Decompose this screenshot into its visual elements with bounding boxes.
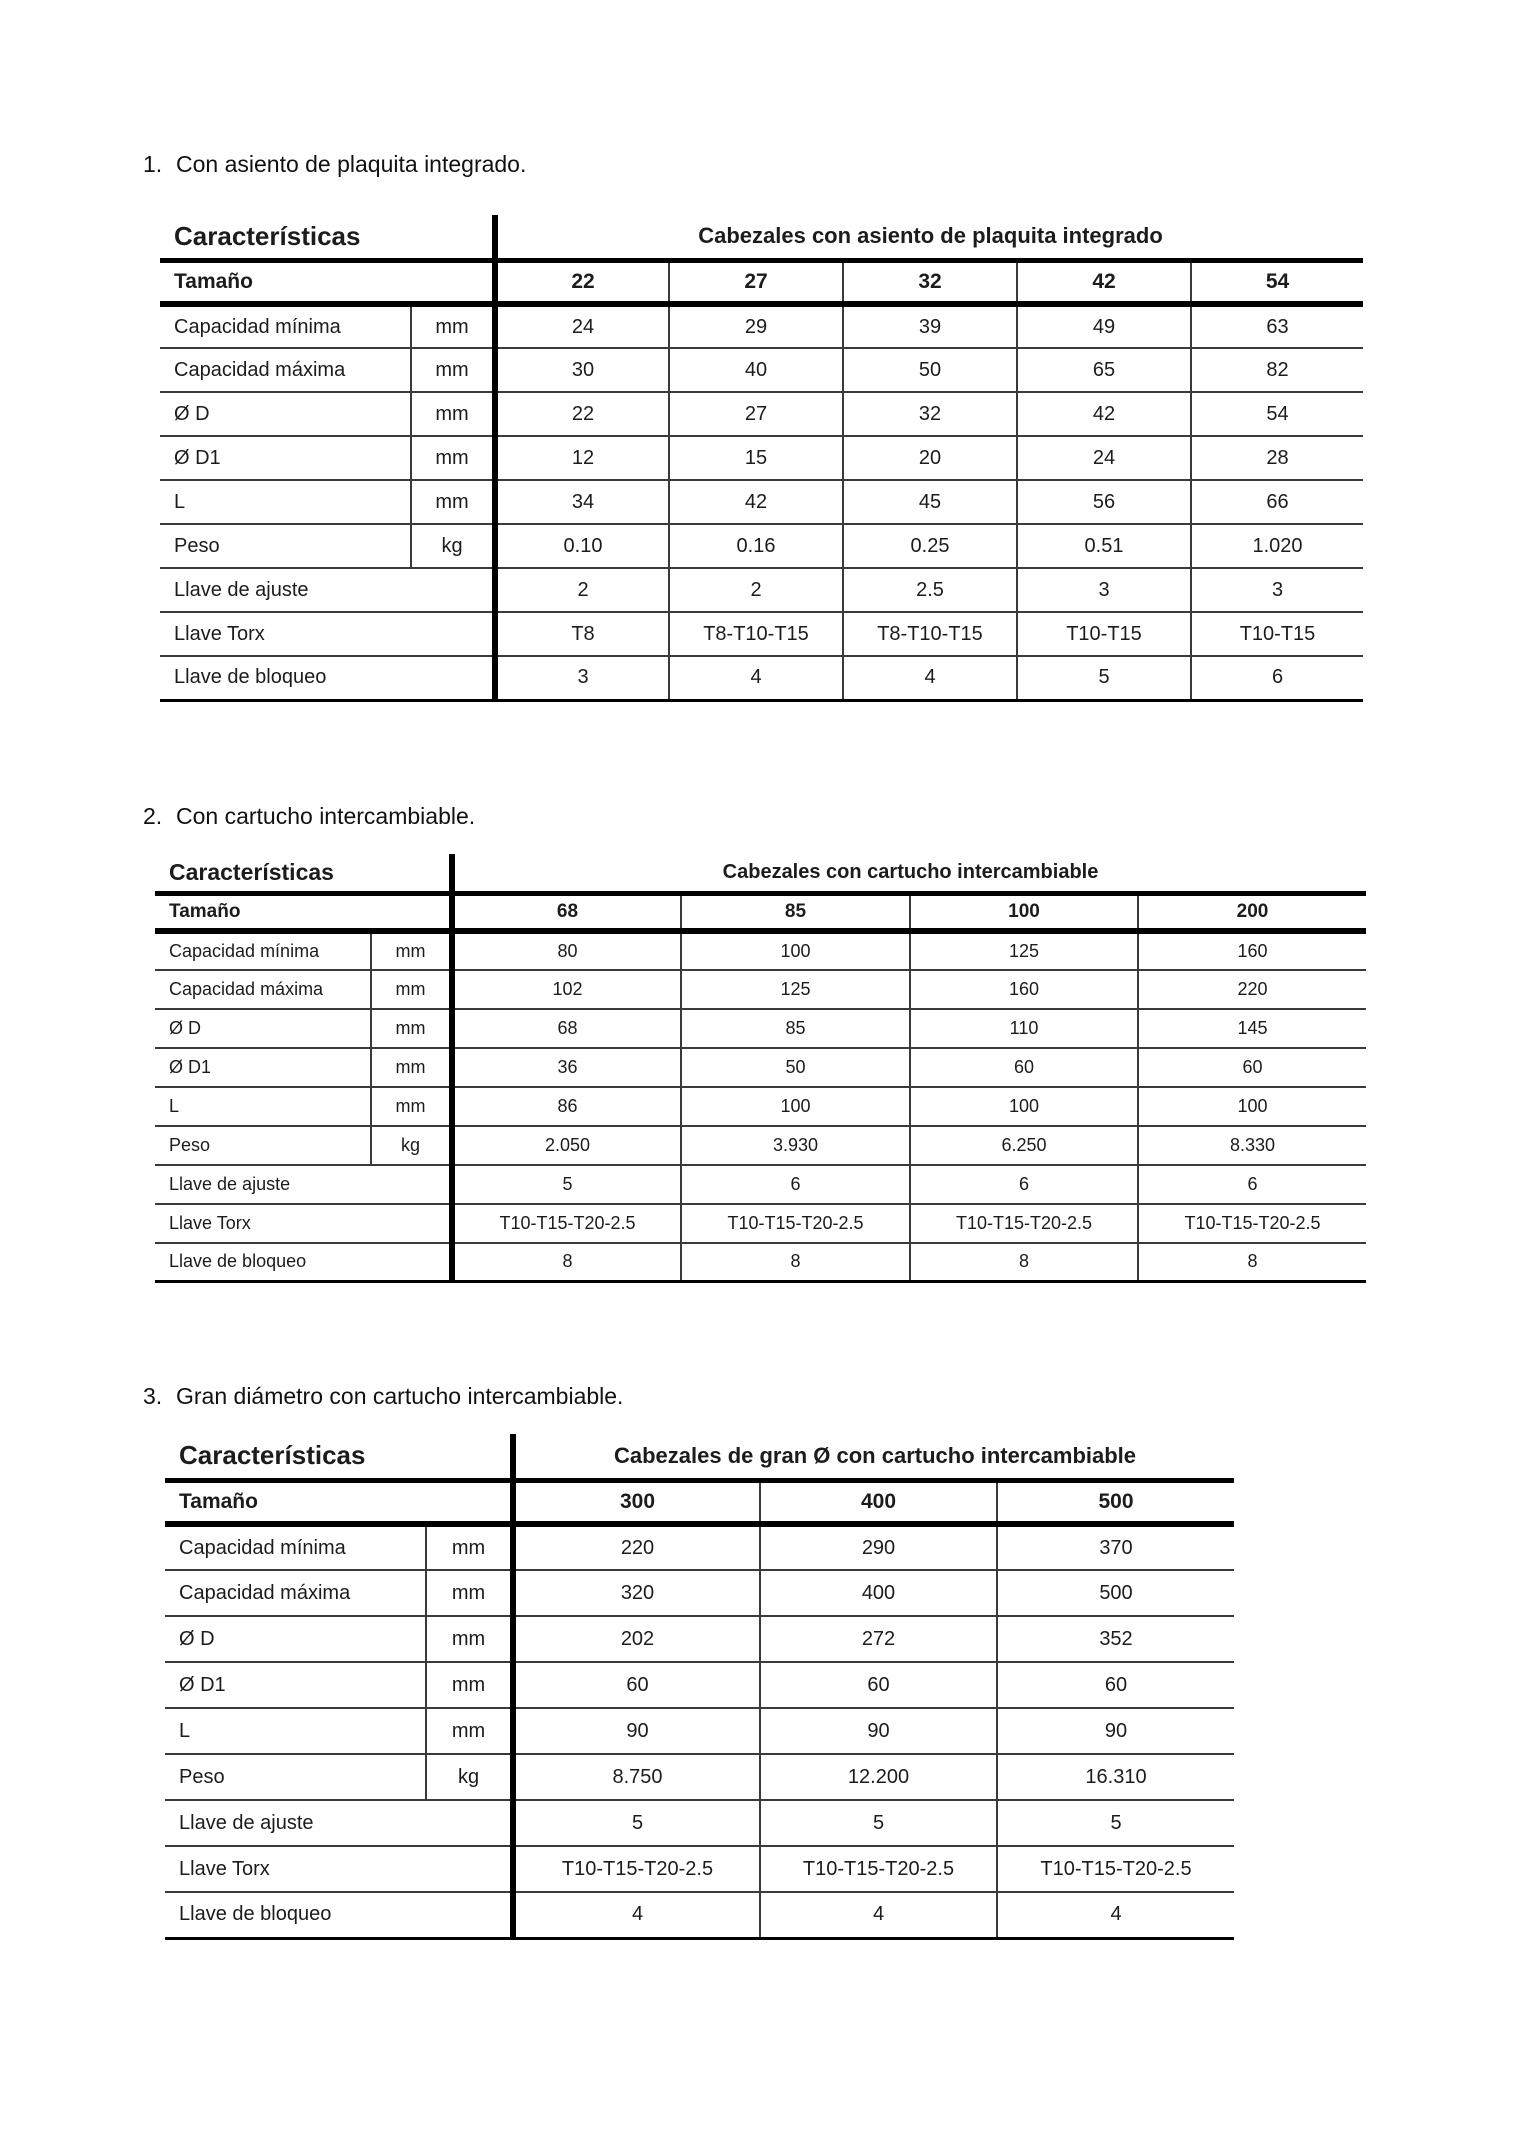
value-cell: 4 — [669, 656, 843, 700]
value-cell: 90 — [513, 1708, 760, 1754]
row-label: Peso — [165, 1754, 426, 1800]
value-cell: 24 — [495, 304, 669, 348]
value-cell: 0.16 — [669, 524, 843, 568]
table-row — [160, 656, 1363, 700]
value-cell: T10-T15-T20-2.5 — [910, 1204, 1138, 1243]
table-row — [160, 392, 1363, 436]
group-header: Cabezales con asiento de plaquita integrado — [495, 215, 1363, 260]
table-row — [155, 1009, 1366, 1048]
value-cell: 400 — [760, 1570, 997, 1616]
row-label: Llave de ajuste — [155, 1165, 452, 1204]
value-cell: 352 — [997, 1616, 1234, 1662]
row-label: L — [155, 1087, 371, 1126]
value-cell: 2.050 — [452, 1126, 681, 1165]
value-cell: 6 — [910, 1165, 1138, 1204]
row-unit: mm — [426, 1570, 513, 1616]
value-cell: 202 — [513, 1616, 760, 1662]
row-unit: mm — [371, 931, 452, 970]
row-label: Llave Torx — [165, 1846, 513, 1892]
size-row-label: Tamaño — [155, 894, 452, 931]
table-row — [165, 1616, 1234, 1662]
value-cell: 0.10 — [495, 524, 669, 568]
row-unit: kg — [411, 524, 495, 568]
value-cell: 36 — [452, 1048, 681, 1087]
row-unit: kg — [426, 1754, 513, 1800]
value-cell: 8.330 — [1138, 1126, 1366, 1165]
section-3-number: 3. — [143, 1383, 163, 1409]
value-cell: 45 — [843, 480, 1017, 524]
value-cell: 5 — [760, 1800, 997, 1846]
value-cell: T10-T15-T20-2.5 — [1138, 1204, 1366, 1243]
value-cell: 50 — [843, 348, 1017, 392]
value-cell: 22 — [495, 392, 669, 436]
value-cell: 60 — [760, 1662, 997, 1708]
value-cell: 1.020 — [1191, 524, 1363, 568]
table-row — [155, 1204, 1366, 1243]
value-cell: T10-T15-T20-2.5 — [997, 1846, 1234, 1892]
value-cell: 3.930 — [681, 1126, 910, 1165]
row-label: Ø D1 — [160, 436, 411, 480]
value-cell: 16.310 — [997, 1754, 1234, 1800]
row-unit: mm — [426, 1662, 513, 1708]
value-cell: 12 — [495, 436, 669, 480]
spec-table-3 — [165, 1434, 1234, 1940]
table-row — [155, 931, 1366, 970]
table-row — [165, 1708, 1234, 1754]
value-cell: 220 — [513, 1524, 760, 1570]
row-label: Capacidad máxima — [165, 1570, 426, 1616]
value-cell: 32 — [843, 392, 1017, 436]
characteristics-header: Características — [160, 215, 495, 260]
value-cell: 4 — [760, 1892, 997, 1938]
size-row-label: Tamaño — [165, 1480, 513, 1524]
value-cell: 110 — [910, 1009, 1138, 1048]
row-label: Llave de ajuste — [160, 568, 495, 612]
value-cell: 6 — [681, 1165, 910, 1204]
value-cell: 160 — [1138, 931, 1366, 970]
section-1-number: 1. — [143, 151, 163, 177]
value-cell: 370 — [997, 1524, 1234, 1570]
value-cell: 80 — [452, 931, 681, 970]
row-label: Llave Torx — [160, 612, 495, 656]
value-cell: 5 — [452, 1165, 681, 1204]
table-row — [160, 612, 1363, 656]
value-cell: 82 — [1191, 348, 1363, 392]
value-cell: 320 — [513, 1570, 760, 1616]
row-label: Capacidad mínima — [160, 304, 411, 348]
value-cell: 3 — [495, 656, 669, 700]
row-unit: mm — [411, 436, 495, 480]
value-cell: 6 — [1138, 1165, 1366, 1204]
row-unit: mm — [371, 1087, 452, 1126]
value-cell: 60 — [997, 1662, 1234, 1708]
row-label: Ø D — [155, 1009, 371, 1048]
value-cell: 42 — [1017, 392, 1191, 436]
value-cell: 86 — [452, 1087, 681, 1126]
value-cell: 3 — [1017, 568, 1191, 612]
value-cell: 85 — [681, 1009, 910, 1048]
group-header: Cabezales con cartucho intercambiable — [452, 854, 1366, 894]
value-cell: 0.51 — [1017, 524, 1191, 568]
table-row — [160, 436, 1363, 480]
characteristics-header: Características — [155, 854, 452, 894]
value-cell: 90 — [997, 1708, 1234, 1754]
value-cell: 56 — [1017, 480, 1191, 524]
size-header: 400 — [760, 1480, 997, 1524]
value-cell: 2 — [495, 568, 669, 612]
row-unit: mm — [411, 392, 495, 436]
size-header: 68 — [452, 894, 681, 931]
value-cell: T10-T15-T20-2.5 — [452, 1204, 681, 1243]
size-header: 200 — [1138, 894, 1366, 931]
value-cell: 34 — [495, 480, 669, 524]
value-cell: 49 — [1017, 304, 1191, 348]
row-unit: mm — [426, 1708, 513, 1754]
table-row — [155, 1126, 1366, 1165]
row-label: Capacidad mínima — [165, 1524, 426, 1570]
spec-table-2 — [155, 854, 1366, 1284]
table-row — [165, 1662, 1234, 1708]
value-cell: T8 — [495, 612, 669, 656]
section-2 — [0, 802, 1514, 1284]
size-row-label: Tamaño — [160, 260, 495, 304]
value-cell: 63 — [1191, 304, 1363, 348]
table-row — [155, 1087, 1366, 1126]
value-cell: 3 — [1191, 568, 1363, 612]
value-cell: 4 — [513, 1892, 760, 1938]
value-cell: 5 — [1017, 656, 1191, 700]
value-cell: 100 — [681, 1087, 910, 1126]
value-cell: 42 — [669, 480, 843, 524]
table-row — [160, 524, 1363, 568]
value-cell: 66 — [1191, 480, 1363, 524]
value-cell: 102 — [452, 970, 681, 1009]
row-unit: mm — [371, 1009, 452, 1048]
value-cell: 29 — [669, 304, 843, 348]
value-cell: 290 — [760, 1524, 997, 1570]
value-cell: 5 — [513, 1800, 760, 1846]
value-cell: 0.25 — [843, 524, 1017, 568]
row-label: Llave de bloqueo — [160, 656, 495, 700]
row-unit: mm — [371, 970, 452, 1009]
section-1 — [0, 0, 1514, 702]
spec-table-1 — [160, 215, 1363, 702]
value-cell: 65 — [1017, 348, 1191, 392]
value-cell: T8-T10-T15 — [843, 612, 1017, 656]
value-cell: 60 — [910, 1048, 1138, 1087]
value-cell: 24 — [1017, 436, 1191, 480]
table-row — [165, 1846, 1234, 1892]
row-unit: mm — [411, 304, 495, 348]
size-header: 54 — [1191, 260, 1363, 304]
value-cell: 8 — [452, 1243, 681, 1282]
row-label: Ø D1 — [165, 1662, 426, 1708]
value-cell: 68 — [452, 1009, 681, 1048]
row-label: Llave de bloqueo — [155, 1243, 452, 1282]
value-cell: T10-T15-T20-2.5 — [681, 1204, 910, 1243]
value-cell: 54 — [1191, 392, 1363, 436]
section-3-title — [143, 1382, 1514, 1410]
value-cell: 8 — [1138, 1243, 1366, 1282]
row-label: Peso — [155, 1126, 371, 1165]
characteristics-header: Características — [165, 1434, 513, 1480]
table-row — [165, 1800, 1234, 1846]
section-1-title — [143, 0, 1514, 178]
value-cell: 100 — [681, 931, 910, 970]
table-row — [165, 1570, 1234, 1616]
row-label: Ø D — [165, 1616, 426, 1662]
row-unit: mm — [411, 348, 495, 392]
section-2-title-text: Con cartucho intercambiable. — [176, 802, 476, 829]
value-cell: 90 — [760, 1708, 997, 1754]
value-cell: T8-T10-T15 — [669, 612, 843, 656]
table-row — [165, 1892, 1234, 1938]
row-label: Llave de bloqueo — [165, 1892, 513, 1938]
table-row — [160, 568, 1363, 612]
value-cell: 6.250 — [910, 1126, 1138, 1165]
table-row — [155, 970, 1366, 1009]
value-cell: 40 — [669, 348, 843, 392]
value-cell: 50 — [681, 1048, 910, 1087]
size-header: 500 — [997, 1480, 1234, 1524]
table-row — [160, 480, 1363, 524]
value-cell: 30 — [495, 348, 669, 392]
size-header: 22 — [495, 260, 669, 304]
row-label: Llave de ajuste — [165, 1800, 513, 1846]
value-cell: 145 — [1138, 1009, 1366, 1048]
value-cell: 272 — [760, 1616, 997, 1662]
value-cell: 8 — [910, 1243, 1138, 1282]
value-cell: 2 — [669, 568, 843, 612]
value-cell: T10-T15 — [1191, 612, 1363, 656]
row-label: Peso — [160, 524, 411, 568]
group-header: Cabezales de gran Ø con cartucho intercambiable — [513, 1434, 1234, 1480]
row-label: Llave Torx — [155, 1204, 452, 1243]
size-header: 42 — [1017, 260, 1191, 304]
value-cell: 5 — [997, 1800, 1234, 1846]
row-unit: mm — [426, 1616, 513, 1662]
row-unit: mm — [411, 480, 495, 524]
section-3 — [0, 1382, 1514, 1940]
size-header: 85 — [681, 894, 910, 931]
row-label: Capacidad mínima — [155, 931, 371, 970]
value-cell: 4 — [997, 1892, 1234, 1938]
value-cell: 500 — [997, 1570, 1234, 1616]
section-2-number: 2. — [143, 802, 163, 829]
value-cell: 12.200 — [760, 1754, 997, 1800]
value-cell: T10-T15 — [1017, 612, 1191, 656]
size-header: 300 — [513, 1480, 760, 1524]
value-cell: 125 — [681, 970, 910, 1009]
table-row — [160, 348, 1363, 392]
size-header: 32 — [843, 260, 1017, 304]
row-label: Capacidad máxima — [160, 348, 411, 392]
section-3-title-text: Gran diámetro con cartucho intercambiable. — [176, 1383, 624, 1409]
table-row — [165, 1754, 1234, 1800]
table-row — [155, 1243, 1366, 1282]
value-cell: 15 — [669, 436, 843, 480]
row-label: Ø D1 — [155, 1048, 371, 1087]
value-cell: 4 — [843, 656, 1017, 700]
value-cell: 220 — [1138, 970, 1366, 1009]
value-cell: 8.750 — [513, 1754, 760, 1800]
value-cell: 160 — [910, 970, 1138, 1009]
row-unit: mm — [371, 1048, 452, 1087]
row-unit: mm — [426, 1524, 513, 1570]
row-label: Ø D — [160, 392, 411, 436]
size-header: 27 — [669, 260, 843, 304]
table-row — [165, 1524, 1234, 1570]
row-label: L — [165, 1708, 426, 1754]
value-cell: 2.5 — [843, 568, 1017, 612]
section-2-title — [143, 802, 1514, 830]
value-cell: T10-T15-T20-2.5 — [513, 1846, 760, 1892]
value-cell: T10-T15-T20-2.5 — [760, 1846, 997, 1892]
row-label: Capacidad máxima — [155, 970, 371, 1009]
table-row — [155, 1165, 1366, 1204]
value-cell: 60 — [1138, 1048, 1366, 1087]
row-unit: kg — [371, 1126, 452, 1165]
value-cell: 8 — [681, 1243, 910, 1282]
value-cell: 125 — [910, 931, 1138, 970]
value-cell: 20 — [843, 436, 1017, 480]
value-cell: 100 — [1138, 1087, 1366, 1126]
value-cell: 27 — [669, 392, 843, 436]
table-row — [160, 304, 1363, 348]
value-cell: 100 — [910, 1087, 1138, 1126]
row-label: L — [160, 480, 411, 524]
table-row — [155, 1048, 1366, 1087]
value-cell: 39 — [843, 304, 1017, 348]
value-cell: 6 — [1191, 656, 1363, 700]
value-cell: 28 — [1191, 436, 1363, 480]
value-cell: 60 — [513, 1662, 760, 1708]
section-1-title-text: Con asiento de plaquita integrado. — [176, 151, 527, 177]
size-header: 100 — [910, 894, 1138, 931]
